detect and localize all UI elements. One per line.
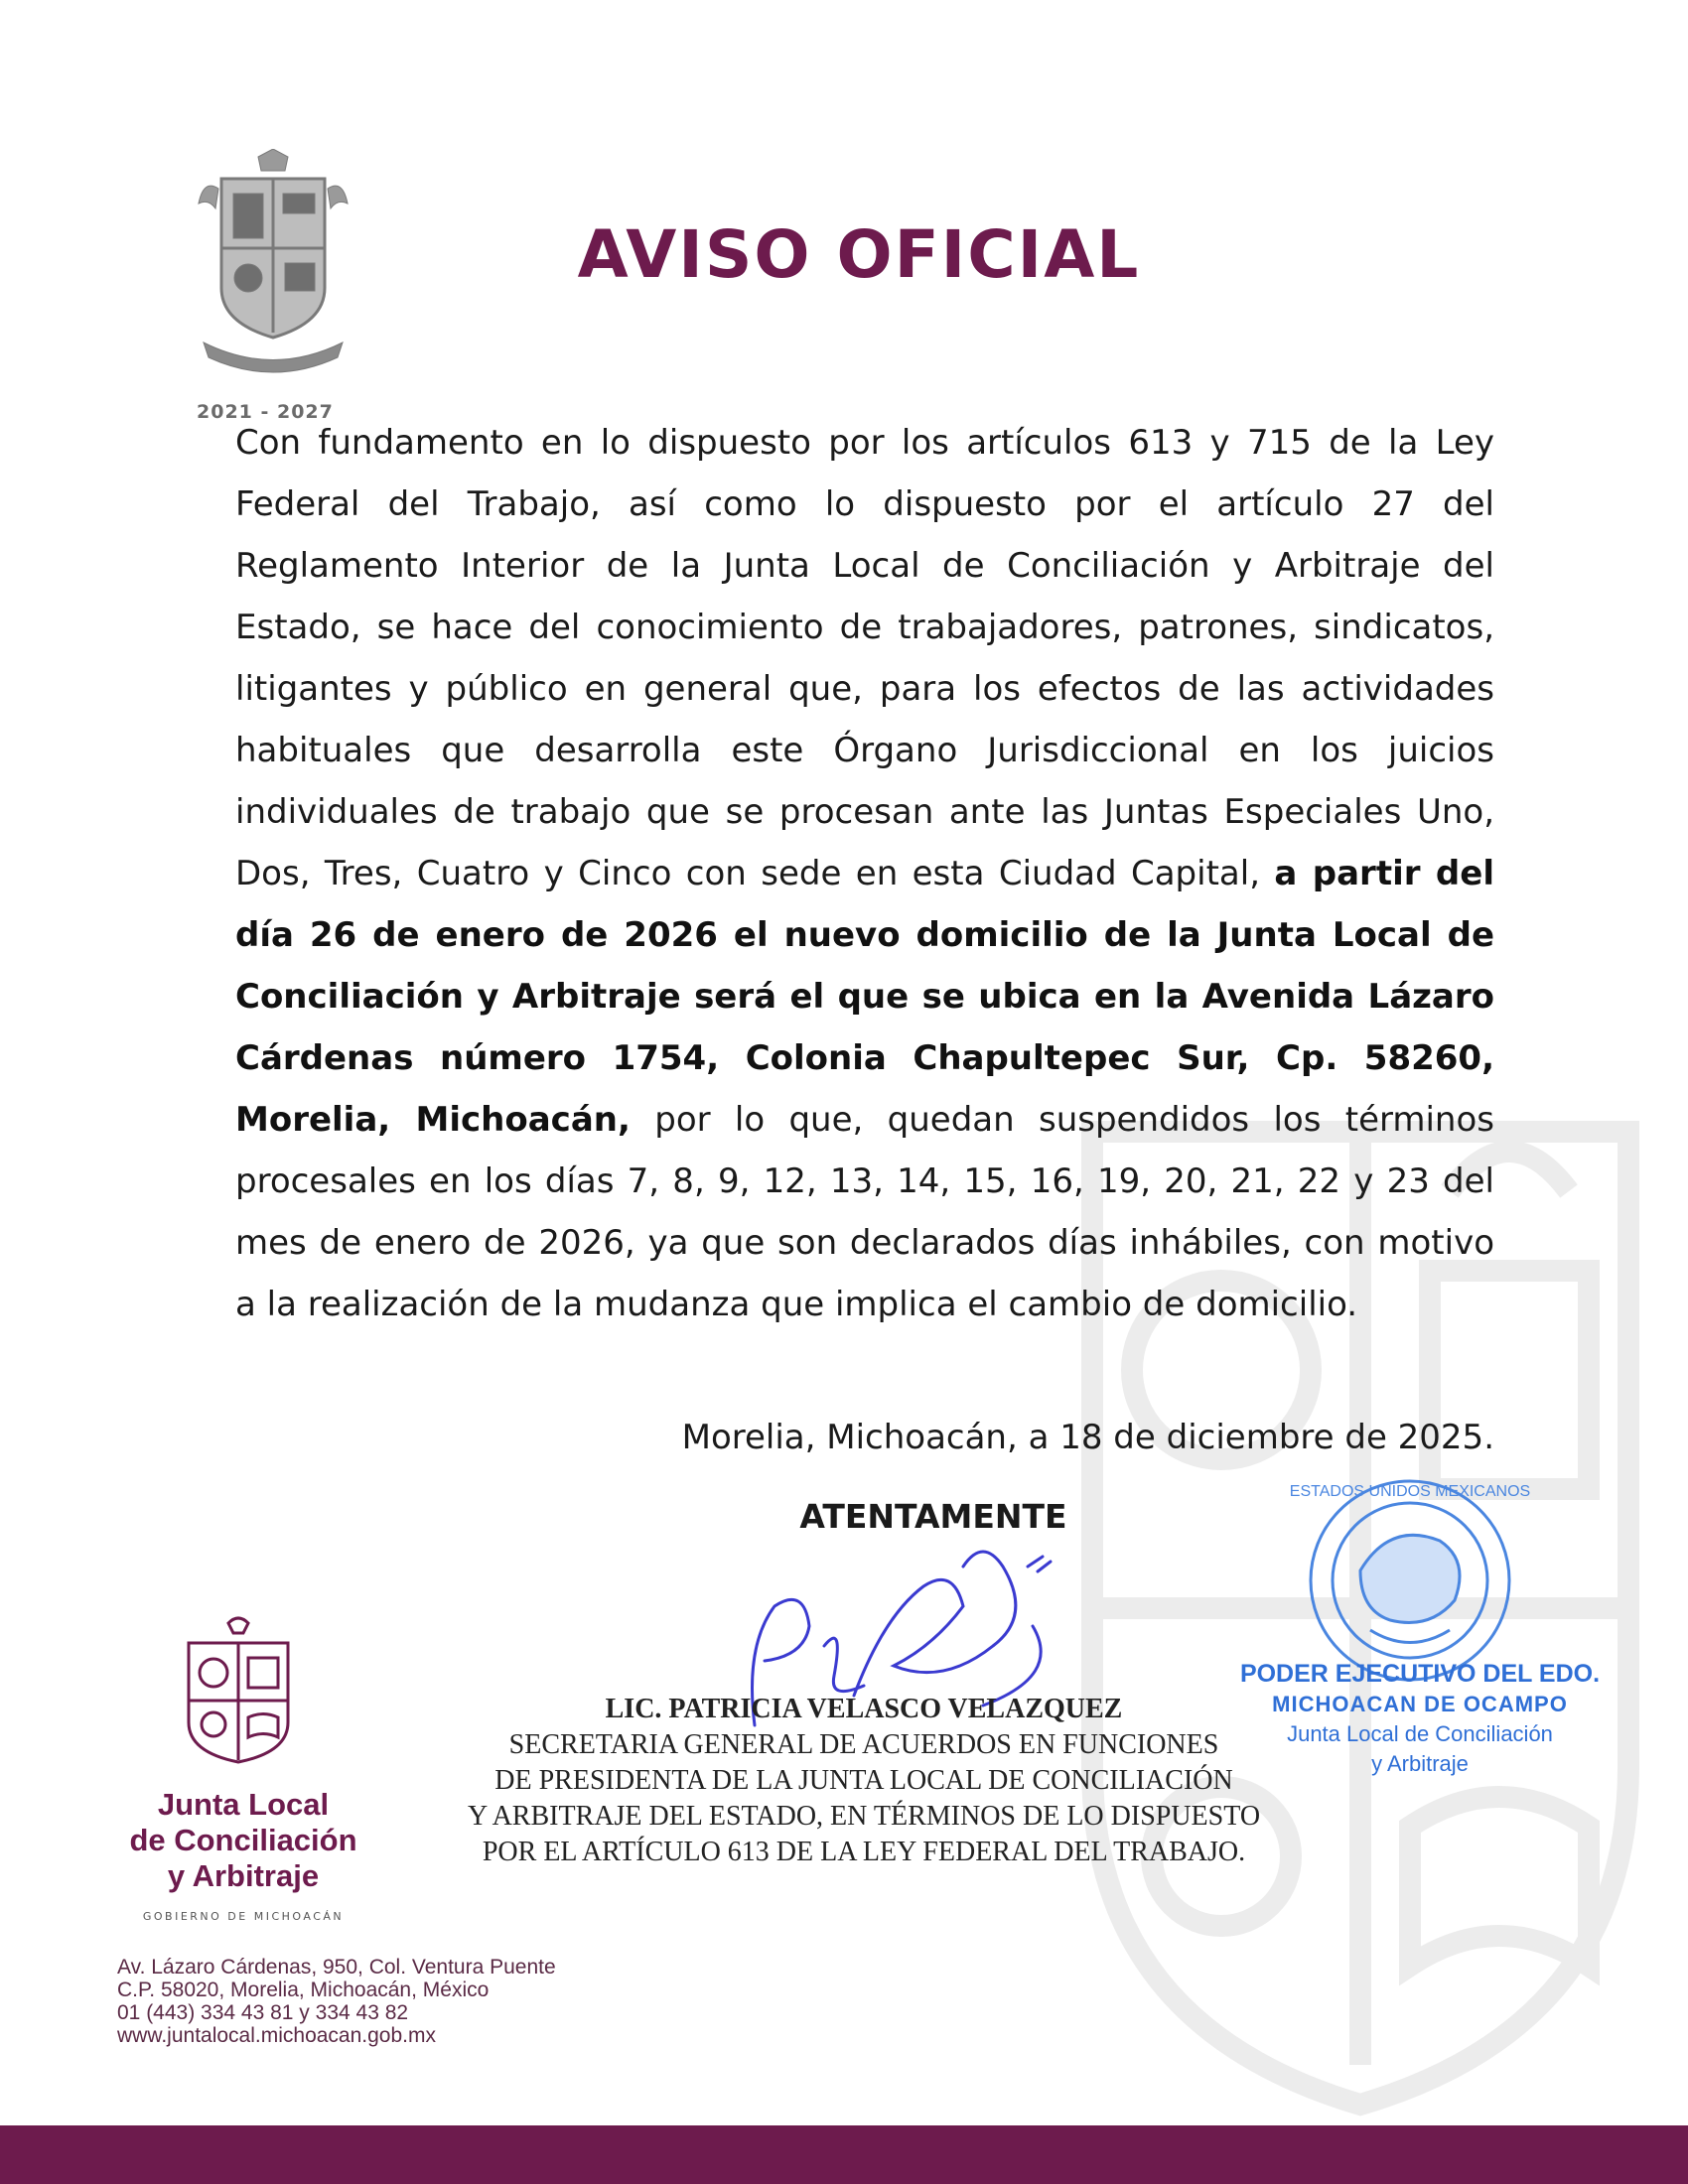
- junta-local-line-1: Junta Local: [157, 1787, 330, 1822]
- footer-website: www.juntalocal.michoacan.gob.mx: [117, 2024, 436, 2047]
- closing-atentamente: ATENTAMENTE: [799, 1497, 1067, 1536]
- notice-paragraph-suspension: por lo que, quedan suspendidos los términos procesales en los días 7, 8, 9, 12, 13, 14, 15, 16, 19, 20, 21, 22 y 23 del mes de enero de 2026, ya que son declarados días inhábiles, con motivo a la realización de la mudanza que implica el cambio de domicilio.: [235, 1100, 1494, 1324]
- signatory-title-4: POR EL ARTÍCULO 613 DE LA LEY FEDERAL DEL TRABAJO.: [482, 1837, 1246, 1867]
- seal-line-2: MICHOACAN DE OCAMPO: [1272, 1692, 1568, 1716]
- page-title: AVISO OFICIAL: [577, 216, 1141, 293]
- footer-phone: 01 (443) 334 43 81 y 334 43 82: [117, 2001, 409, 2024]
- signatory-name: LIC. PATRICIA VELASCO VELAZQUEZ: [605, 1694, 1123, 1724]
- signatory-title-2: DE PRESIDENTA DE LA JUNTA LOCAL DE CONCILIACIÓN: [494, 1765, 1233, 1796]
- junta-local-line-2: de Conciliación: [129, 1823, 357, 1857]
- notice-body: [235, 412, 1494, 1335]
- signatory-title-1: SECRETARIA GENERAL DE ACUERDOS EN FUNCIONES: [508, 1729, 1219, 1760]
- gobierno-label: GOBIERNO DE MICHOACÁN: [142, 1910, 345, 1923]
- signatory-block: [338, 1692, 1390, 1870]
- seal-ring-text: ESTADOS UNIDOS MEXICANOS: [1289, 1483, 1531, 1500]
- notice-paragraph-intro: Con fundamento en lo dispuesto por los artículos 613 y 715 de la Ley Federal del Trabajo, así como lo dispuesto por el artículo 27 del Reglamento Interior de la Junta Local de Conciliación y Arbitraje del Estado, se hace del conocimiento de trabajadores, patrones, sindicatos, litigantes y público en general que, para los efectos de las actividades habituales que desarrolla este Órgano Jurisdiccional en los juicios individuales de trabajo que se procesan ante las Juntas Especiales Uno, Dos, Tres, Cuatro y Cinco con sede en esta Ciudad Capital,: [235, 423, 1494, 893]
- seal-line-1: PODER EJECUTIVO DEL EDO.: [1239, 1660, 1601, 1688]
- administration-years: 2021 - 2027: [197, 401, 334, 423]
- seal-line-3: Junta Local de Conciliación: [1287, 1721, 1553, 1746]
- footer-color-bar: [0, 2125, 1688, 2184]
- junta-local-logo: [184, 1613, 293, 1764]
- footer-address-2: C.P. 58020, Morelia, Michoacán, México: [117, 1979, 490, 2001]
- place-date: Morelia, Michoacán, a 18 de diciembre de 2025.: [681, 1418, 1494, 1457]
- seal-line-4: y Arbitraje: [1371, 1751, 1469, 1776]
- footer-contact: [117, 1956, 556, 2047]
- junta-local-name: [109, 1787, 377, 1894]
- notice-new-address: a partir del día 26 de enero de 2026 el nuevo domicilio de la Junta Local de Conciliación y Arbitraje será el que se ubica en la Avenida Lázaro Cárdenas número 1754, Colonia Chapultepec Sur, Cp. 58260, Morelia, Michoacán,: [235, 854, 1494, 1140]
- footer-address-1: Av. Lázaro Cárdenas, 950, Col. Ventura Puente: [117, 1956, 556, 1979]
- junta-local-line-3: y Arbitraje: [167, 1858, 320, 1893]
- signatory-title-3: Y ARBITRAJE DEL ESTADO, EN TÉRMINOS DE LO DISPUESTO: [467, 1801, 1261, 1832]
